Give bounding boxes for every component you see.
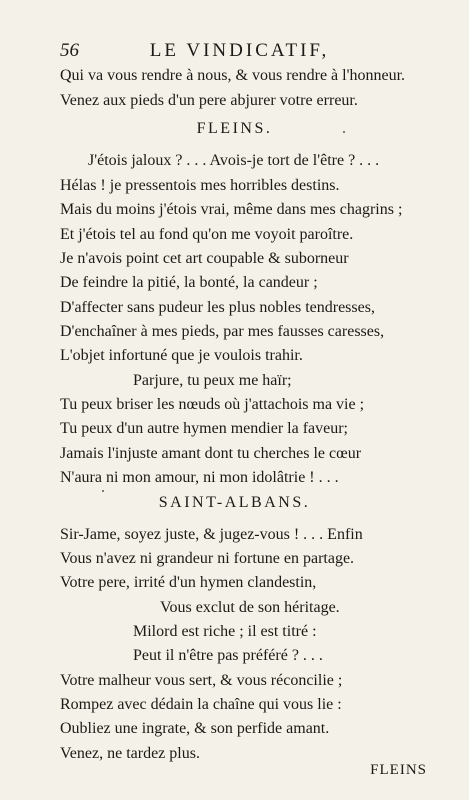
verse-line: Votre pere, irrité d'un hymen clandestin, xyxy=(60,574,317,591)
verse-line: N'aura ni mon amour, ni mon idolâtrie ! . . . xyxy=(60,469,339,486)
verse-line: Je n'avois point cet art coupable & suborneur xyxy=(60,250,349,267)
verse-line: Peut il n'être pas préféré ? . . . xyxy=(133,647,323,664)
verse-line: Sir-Jame, soyez juste, & jugez-vous ! . . . Enfin xyxy=(60,526,363,543)
verse-line: Mais du moins j'étois vrai, même dans mes chagrins ; xyxy=(60,201,403,218)
verse-line: De feindre la pitié, la bonté, la candeur ; xyxy=(60,274,318,291)
verse-line: Hélas ! je pressentois mes horribles destins. xyxy=(60,177,340,194)
verse-line: Parjure, tu peux me haïr; xyxy=(133,372,292,389)
ink-speck xyxy=(102,490,104,492)
speaker-name: SAINT-ALBANS. xyxy=(158,494,311,511)
verse-line: Rompez avec dédain la chaîne qui vous lie : xyxy=(60,696,342,713)
running-title: LE VINDICATIF, xyxy=(149,40,330,61)
verse-line: Vous exclut de son héritage. xyxy=(160,599,340,616)
verse-line: J'étois jaloux ? . . . Avois-je tort de l'être ? . . . xyxy=(88,152,380,169)
verse-line: Oubliez une ingrate, & son perfide amant. xyxy=(60,720,330,737)
ink-speck xyxy=(343,131,345,133)
verse-line: Qui va vous rendre à nous, & vous rendre à l'honneur. xyxy=(60,67,406,84)
verse-line: L'objet infortuné que je voulois trahir. xyxy=(60,347,303,364)
verse-line: Jamais l'injuste amant dont tu cherches le cœur xyxy=(60,445,362,462)
verse-line: D'affecter sans pudeur les plus nobles tendresses, xyxy=(60,299,375,316)
page-header xyxy=(60,40,419,64)
verse-line: D'enchaîner à mes pieds, par mes fausses caresses, xyxy=(60,323,385,340)
verse-line: Et j'étois tel au fond qu'on me voyoit paroître. xyxy=(60,226,354,243)
speaker-name: FLEINS. xyxy=(196,120,273,137)
verse-line: Milord est riche ; il est titré : xyxy=(133,623,317,640)
verse-line: Venez, ne tardez plus. xyxy=(60,745,200,762)
verse-line: Tu peux d'un autre hymen mendier la faveur; xyxy=(60,420,348,437)
verse-line: Vous n'avez ni grandeur ni fortune en partage. xyxy=(60,550,355,567)
catchword: FLEINS xyxy=(370,762,427,778)
verse-line: Venez aux pieds d'un pere abjurer votre erreur. xyxy=(60,92,358,109)
verse-line: Votre malheur vous sert, & vous réconcilie ; xyxy=(60,672,343,689)
page-number: 56 xyxy=(60,40,79,61)
verse-line: Tu peux briser les nœuds où j'attachois ma vie ; xyxy=(60,396,365,413)
